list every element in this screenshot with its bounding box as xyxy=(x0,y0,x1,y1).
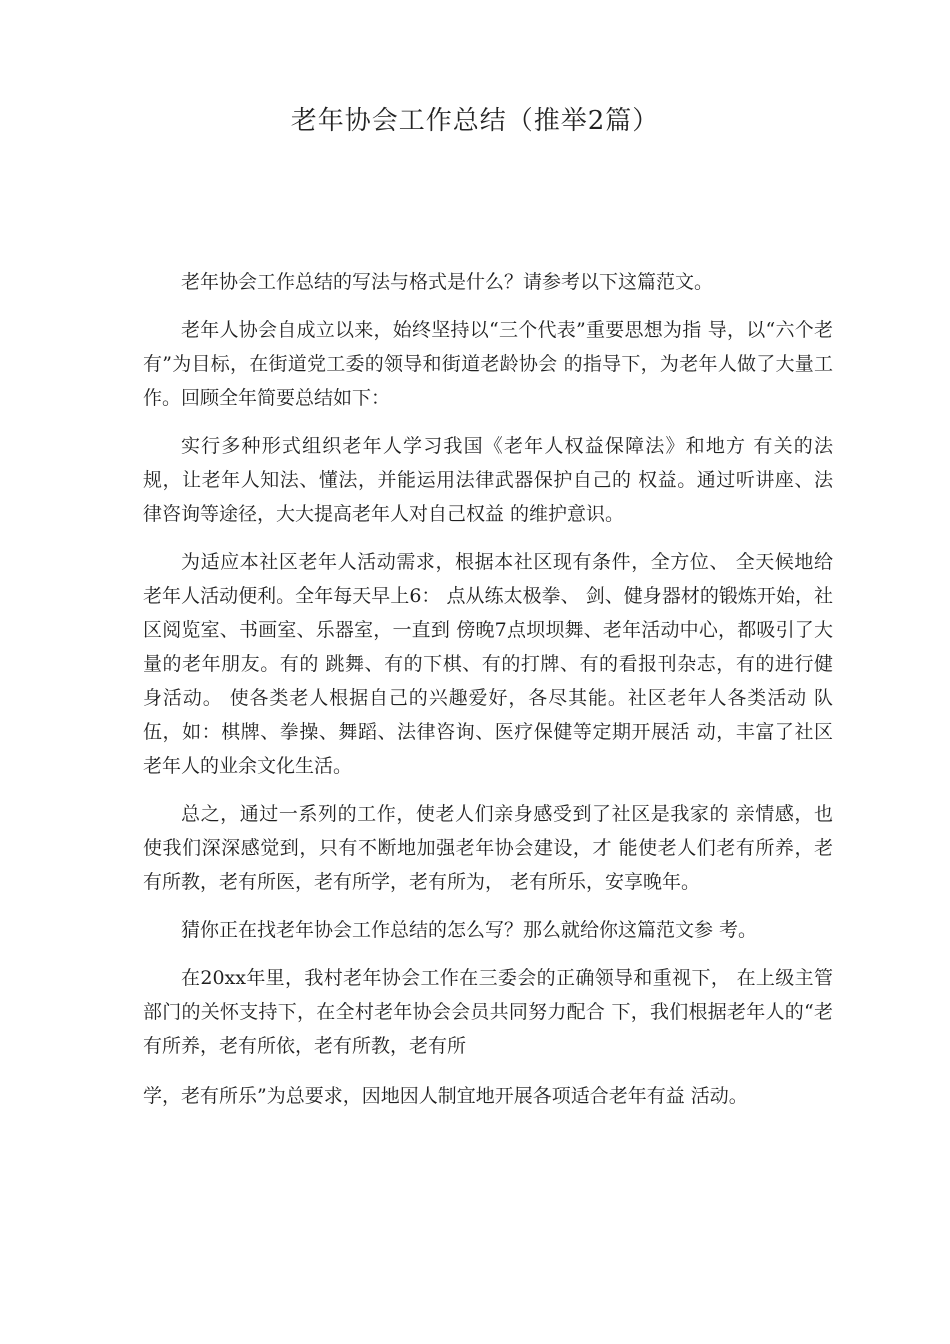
paragraph-intro: 老年协会工作总结的写法与格式是什么？请参考以下这篇范文。 xyxy=(181,271,714,293)
document-body xyxy=(143,265,833,1127)
paragraph-overview: 老年人协会自成立以来，始终坚持以“三个代表”重要思想为指 导，以“六个老有”为目标，在街道党工委的领导和街道老龄协会 的指导下，为老年人做了大量工作。回顾全年简要总结如下： xyxy=(143,319,833,409)
paragraph-second-intro: 猜你正在找老年协会工作总结的怎么写？那么就给你这篇范文参 考。 xyxy=(181,919,758,941)
paragraph-second-continuation: 学，老有所乐”为总要求，因地因人制宜地开展各项适合老年有益 活动。 xyxy=(143,1085,748,1107)
document-title: 老年协会工作总结（推举2篇） xyxy=(290,106,660,136)
paragraph-activities: 为适应本社区老年人活动需求，根据本社区现有条件，全方位、 全天候地给老年人活动便利。全年每天早上6： 点从练太极拳、 剑、健身器材的锻炼开始，社区阅览室、书画室、乐器室，一直到 傍晚7点坝坝舞、老年活动中心，都吸引了大量的老年朋友。有的 跳舞、有的下棋、有的打牌、有的看报刊杂志，有的进行健身活动。 使各类老人根据自己的兴趣爱好，各尽其能。社区老年人各类活动 队伍，如：棋牌、拳操、舞蹈、法律咨询、医疗保健等定期开展活 动，丰富了社区老年人的业余文化生活。 xyxy=(143,551,833,777)
paragraph-second-body: 在20xx年里，我村老年协会工作在三委会的正确领导和重视下， 在上级主管部门的关怀支持下，在全村老年协会会员共同努力配合 下，我们根据老年人的“老有所养，老有所依，老有所教，老有所 xyxy=(143,967,833,1057)
paragraph-conclusion: 总之，通过一系列的工作，使老人们亲身感受到了社区是我家的 亲情感，也使我们深深感觉到，只有不断地加强老年协会建设，才 能使老人们老有所养，老有所教，老有所医，老有所学，老有所为， 老有所乐，安享晚年。 xyxy=(143,803,833,893)
paragraph-legal-study: 实行多种形式组织老年人学习我国《老年人权益保障法》和地方 有关的法规，让老年人知法、懂法，并能运用法律武器保护自己的 权益。通过听讲座、法律咨询等途径，大大提高老年人对自己权益 的维护意识。 xyxy=(143,435,833,525)
